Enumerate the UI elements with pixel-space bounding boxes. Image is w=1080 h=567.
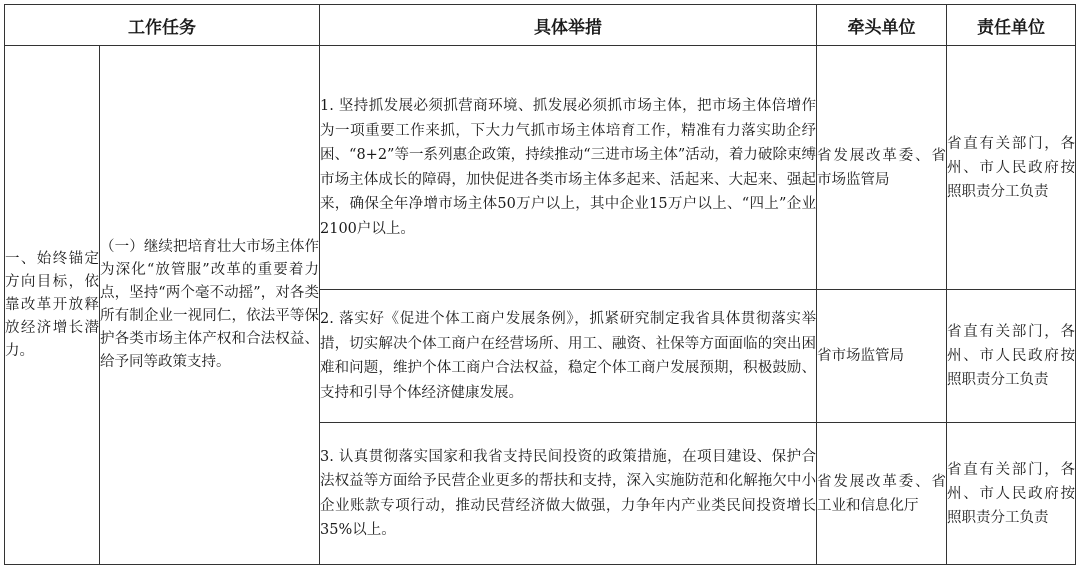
primary-task-cell: 一、始终锚定方向目标，依靠改革开放释放经济增长潜力。	[5, 46, 100, 565]
header-lead-unit: 牵头单位	[817, 5, 947, 46]
measure-cell: 1. 坚持抓发展必须抓营商环境、抓发展必须抓市场主体，把市场主体倍增作为一项重要工作来抓，下大力气抓市场主体培育工作，精准有力落实助企纾困、“8+2”等一系列惠企政策，持续推动“三进市场主体”活动，着力破除束缚市场主体成长的障碍，加快促进各类市场主体多起来、活起来、大起来、强起来，确保全年净增市场主体50万户以上，其中企业15万户以上、“四上”企业2100户以上。	[320, 46, 817, 290]
lead-unit-cell: 省发展改革委、省工业和信息化厅	[817, 423, 947, 565]
responsible-unit-cell: 省直有关部门，各州、市人民政府按照职责分工负责	[947, 423, 1076, 565]
header-row	[5, 5, 1076, 46]
header-responsible-unit: 责任单位	[947, 5, 1076, 46]
responsible-unit-cell: 省直有关部门，各州、市人民政府按照职责分工负责	[947, 290, 1076, 423]
header-measures: 具体举措	[320, 5, 817, 46]
header-task: 工作任务	[5, 5, 320, 46]
responsible-unit-cell: 省直有关部门，各州、市人民政府按照职责分工负责	[947, 46, 1076, 290]
table-row	[5, 46, 1076, 290]
lead-unit-cell: 省市场监管局	[817, 290, 947, 423]
measure-cell: 3. 认真贯彻落实国家和我省支持民间投资的政策措施，在项目建设、保护合法权益等方面给予民营企业更多的帮扶和支持，深入实施防范和化解拖欠中小企业账款专项行动，推动民营经济做大做强，力争年内产业类民间投资增长35%以上。	[320, 423, 817, 565]
measure-cell: 2. 落实好《促进个体工商户发展条例》，抓紧研究制定我省具体贯彻落实举措，切实解决个体工商户在经营场所、用工、融资、社保等方面面临的突出困难和问题，维护个体工商户合法权益，稳定个体工商户发展预期，积极鼓励、支持和引导个体经济健康发展。	[320, 290, 817, 423]
work-task-table	[4, 4, 1076, 565]
lead-unit-cell: 省发展改革委、省市场监管局	[817, 46, 947, 290]
secondary-task-cell: （一）继续把培育壮大市场主体作为深化“放管服”改革的重要着力点，坚持“两个毫不动摇”，对各类所有制企业一视同仁，依法平等保护各类市场主体产权和合法权益、给予同等政策支持。	[100, 46, 320, 565]
